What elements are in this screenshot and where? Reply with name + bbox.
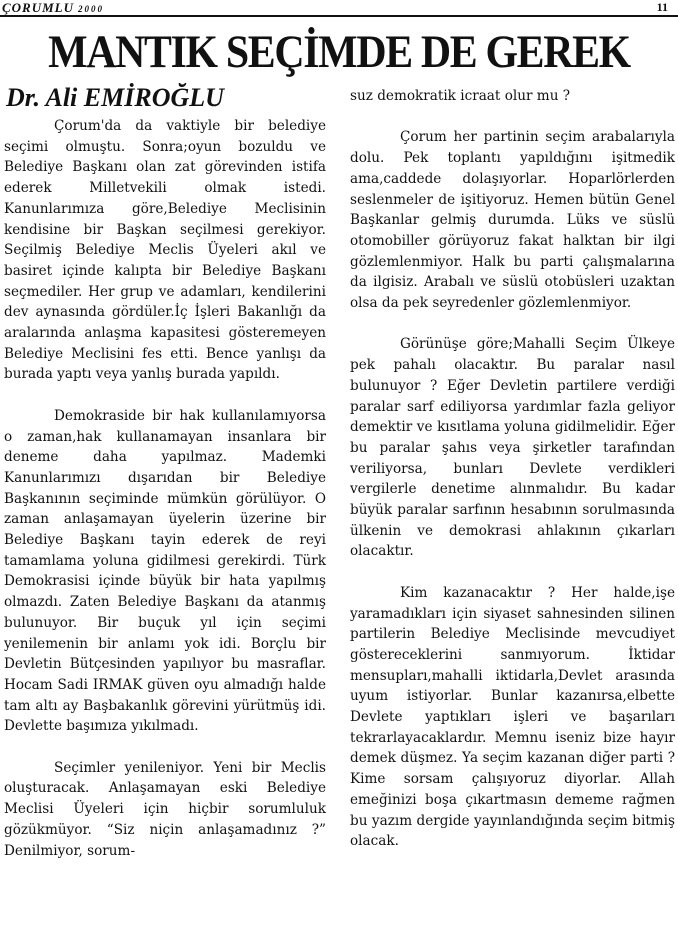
article-column-right (350, 86, 675, 852)
paragraph: Demokraside bir hak kullanılamıyorsa o zaman,hak kullanamayan insanlara bir deneme daha yapılmaz. Mademki Kanunlarımızı dışarıdan bir Belediye Başkanının seçiminde mümkün görülüyor. O zaman anlaşamayan üyelerin üzerine bir Belediye Başkanı tayin ederek de reyi tamamlama yoluna gidilmesi gerekirdi. Türk Demokrasisi içinde büyük bir hata yapılmış olmazdı. Zaten Belediye Başkanı da atanmış bulunuyor. Bir buçuk yıl için seçimi yenilemenin bir anlamı yok idi. Borçlu bir Devletin Bütçesinden yapılıyor bu masraflar. Hocam Sadi IRMAK güven oyu almadığı halde tam altı ay Başbakanlık görevini yürütmüş idi. Devlette başımıza yıkılmadı. (4, 407, 326, 735)
article-headline: MANTIK SEÇİMDE DE GEREK (48, 26, 630, 78)
paragraph: Görünüşe göre;Mahalli Seçim Ülkeye pek pahalı olacaktır. Bu paralar nasıl bulunuyor ? Eğer Devletin partilere verdiği paralar sarf ediliyorsa yardımlar fazla geliyor demektir ve kısıtlama yoluna gidilmelidir. Eğer bu paralar şahıs veya şirketler tarafından veriliyorsa, bunları Devlete verdikleri vergilerle denetime alınmalıdır. Bu kadar büyük paralar sarfının hesabının sorulmasında ülkenin ve demokrasi ahlakının çıkarları olacaktır. (350, 336, 675, 560)
publication-year: 2000 (78, 4, 105, 14)
paragraph: Çorum'da da vaktiyle bir belediye seçimi olmuştu. Sonra;oyun bozuldu ve Belediye Başkanı olan zat görevinden istifa ederek Milletvekili olmak istedi. Kanunlarımıza göre,Belediye Meclisinin kendisine bir Başkan seçilmesi gerekiyor. Seçilmiş Belediye Meclis Üyeleri akıl ve basiret içinde kalıpta bir Belediye Başkanı seçmediler. Her grup ve adamları, kendilerini dev aynasında gördüler.İç İşleri Bakanlığı da aralarında anlaşma kapasitesi gösteremeyen Belediye Meclisini fes etti. Bence yanlışı da burada yaptı veya yanlış burada yapıldı. (4, 118, 326, 383)
paragraph: Seçimler yenileniyor. Yeni bir Meclis oluşturacak. Anlaşamayan eski Belediye Meclisi Üyeleri için hiçbir sorumluluk gözükmüyor. “Siz niçin anlaşamadınız ?” Denilmiyor, sorum- (4, 759, 326, 859)
paragraph: Çorum her partinin seçim arabalarıyla dolu. Pek toplantı yapıldığını işitmedik ama,caddede dolaşıyorlar. Hoparlörlerden seslenmeler de işitiyoruz. Hemen bütün Genel Başkanlar gelmiş durumda. Lüks ve süslü otomobiller görüyoruz fakat halktan bir ilgi gözlemlenmiyor. Halk bu parti çalışmalarına da ilgisiz. Arabalı ve süslü otobüsleri uzaktan olsa da pek seyredenler gözlemlenmiyor. (350, 129, 675, 312)
paragraph-continuation: suz demokratik icraat olur mu ? (350, 88, 571, 104)
page-number: 11 (656, 0, 668, 14)
article-column-left (4, 116, 326, 861)
article-author: Dr. Ali EMİROĞLU (6, 83, 224, 112)
paragraph: Kim kazanacaktır ? Her halde,işe yaramadıkları için siyaset sahnesinden silinen partilerin Belediye Meclisinde mevcudiyet göstereceklerini sanmıyorum. İktidar mensupları,mahalli iktidarla,Devlet arasında uyum istiyorlar. Bunlar kazanırsa,elbette Devlete yaptıkları işleri ve başarıları tekrarlayacaklardır. Memnu iseniz bize hayır demek düşmez. Ya seçim kazanan diğer parti ? Kime sorsam çalışıyoruz diyorlar. Allah emeğinizi boşa çıkartmasın dememe rağmen bu yazım dergide yayınlandığında seçim bitmiş olacak. (350, 584, 675, 850)
publication-name: ÇORUMLU 2000 (2, 0, 105, 15)
header-rule (0, 15, 678, 17)
masthead (0, 0, 678, 16)
